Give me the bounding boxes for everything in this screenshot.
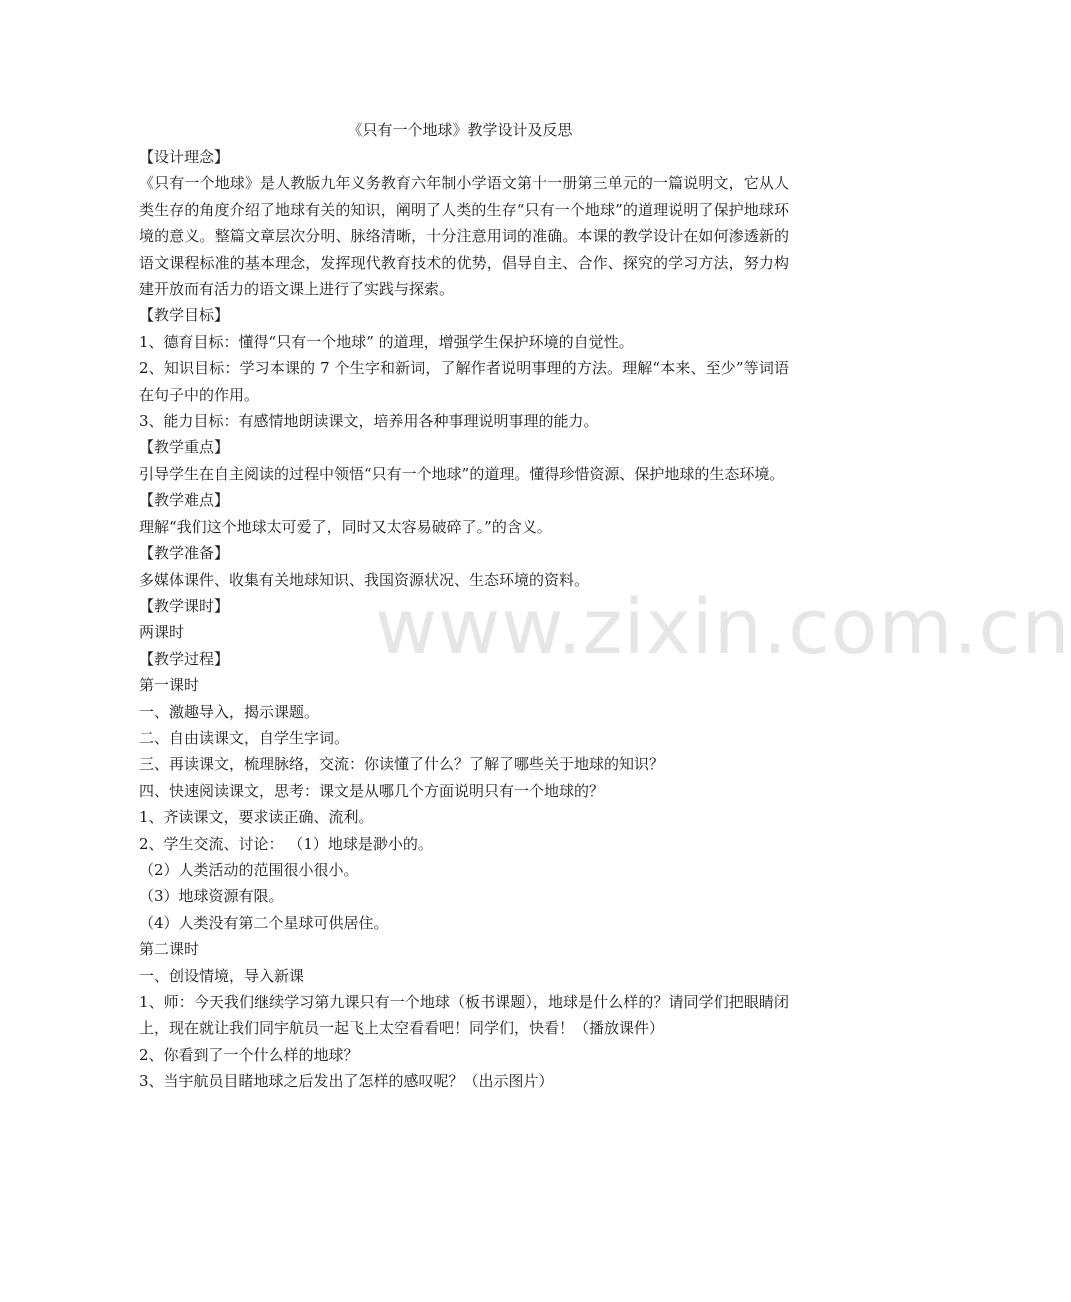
process-point: （2）人类活动的范围很小很小。: [139, 860, 359, 879]
objective-knowledge: 2、知识目标：学习本课的 7 个生字和新词，了解作者说明事理的方法。理解“本来、至少”等词语在句子中的作用。: [139, 359, 789, 404]
process-substep: 2、学生交流、讨论： （1）地球是渺小的。: [139, 834, 433, 853]
section-heading-periods: 【教学课时】: [139, 596, 230, 615]
process-substep: 1、师：今天我们继续学习第九课只有一个地球（板书课题），地球是什么样的？请同学们把眼睛闭上，现在就让我们同宇航员一起飞上太空看看吧！同学们，快看！（播放课件）: [139, 993, 789, 1038]
document-body: [139, 144, 789, 1095]
process-step: 三、再读课文，梳理脉络，交流：你读懂了什么？了解了哪些关于地球的知识？: [139, 755, 665, 774]
process-substep: 1、齐读课文，要求读正确、流利。: [139, 808, 374, 827]
process-step: 一、激趣导入，揭示课题。: [139, 702, 320, 721]
paragraph-periods: 两课时: [139, 623, 185, 642]
process-substep: 2、你看到了一个什么样的地球？: [139, 1045, 359, 1064]
objective-ability: 3、能力目标：有感情地朗读课文，培养用各种事理说明事理的能力。: [139, 412, 599, 431]
paragraph-difficulties: 理解“我们这个地球太可爱了，同时又太容易破碎了。”的含义。: [139, 517, 552, 536]
process-step: 二、自由读课文，自学生字词。: [139, 728, 350, 747]
section-heading-difficulties: 【教学难点】: [139, 491, 230, 510]
section-heading-objectives: 【教学目标】: [139, 306, 230, 325]
paragraph-preparation: 多媒体课件、收集有关地球知识、我国资源状况、生态环境的资料。: [139, 570, 590, 589]
process-substep: 3、当宇航员目睹地球之后发出了怎样的感叹呢？（出示图片）: [139, 1072, 554, 1091]
lesson-two-heading: 第二课时: [139, 940, 200, 959]
document-title: 《只有一个地球》教学设计及反思: [347, 121, 573, 139]
paragraph-design-concept: 《只有一个地球》是人教版九年义务教育六年制小学语文第十一册第三单元的一篇说明文，它从人类生存的角度介绍了地球有关的知识，阐明了人类的生存“只有一个地球”的道理说明了保护地球环境的意义。整篇文章层次分明、脉络清晰，十分注意用词的准确。本课的教学设计在如何渗透新的语文课程标准的基本理念，发挥现代教育技术的优势，倡导自主、合作、探究的学习方法，努力构建开放而有活力的语文课上进行了实践与探索。: [139, 174, 789, 299]
paragraph-key-points: 引导学生在自主阅读的过程中领悟“只有一个地球”的道理。懂得珍惜资源、保护地球的生态环境。: [139, 464, 785, 483]
section-heading-key-points: 【教学重点】: [139, 438, 230, 457]
lesson-one-heading: 第一课时: [139, 676, 200, 695]
process-point: （3）地球资源有限。: [139, 887, 284, 906]
objective-moral: 1、德育目标：懂得“只有一个地球” 的道理，增强学生保护环境的自觉性。: [139, 332, 634, 351]
watermark: www.zixin.com.cn: [375, 582, 1071, 671]
process-step: 一、创设情境，导入新课: [139, 966, 305, 985]
section-heading-preparation: 【教学准备】: [139, 544, 230, 563]
section-heading-process: 【教学过程】: [139, 649, 230, 668]
process-point: （4）人类没有第二个星球可供居住。: [139, 913, 389, 932]
process-step: 四、快速阅读课文，思考：课文是从哪几个方面说明只有一个地球的？: [139, 781, 605, 800]
section-heading-design-concept: 【设计理念】: [139, 148, 230, 166]
